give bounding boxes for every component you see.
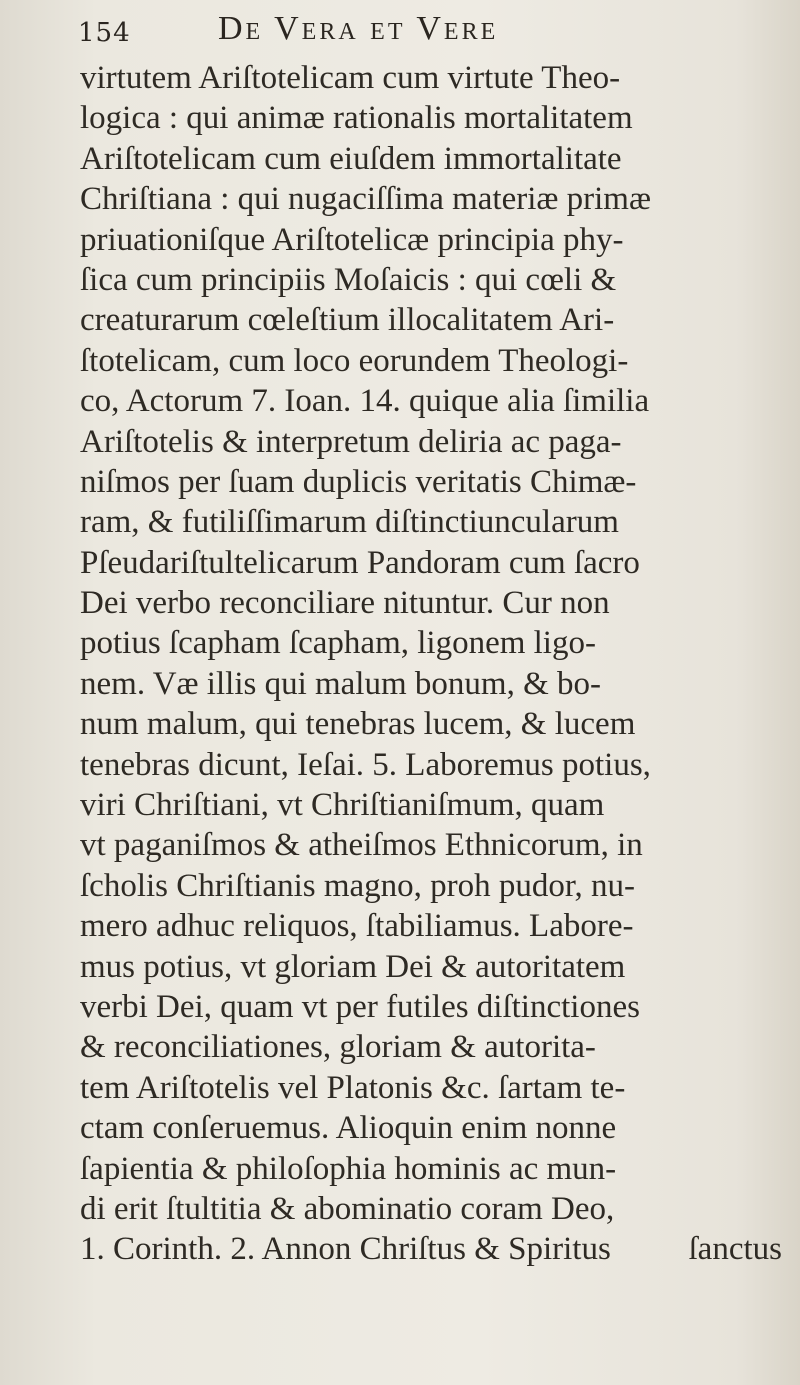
text-line: tem Ariſtotelis vel Platonis &c. ſartam te- [80,1069,626,1106]
text-line: verbi Dei, quam vt per futiles diſtinctiones [80,988,640,1025]
text-line: mero adhuc reliquos, ſtabiliamus. Labore- [80,908,634,945]
text-line: Chriſtiana : qui nugaciſſima materiæ primæ [80,181,651,218]
text-line: virtutem Ariſtotelicam cum virtute Theo- [80,60,621,96]
text-line: ſcholis Chriſtianis magno, proh pudor, nu- [80,867,636,904]
text-line: di erit ſtultitia & abominatio coram Deo, [80,1190,615,1227]
text-line: Pſeudariſtultelicarum Pandoram cum ſacro [80,544,640,581]
text-line: ctam conſeruemus. Alioquin enim nonne [80,1110,617,1147]
text-line: ſica cum principiis Moſaicis : qui cœli & [80,261,617,298]
text-line: creaturarum cœleſtium illocalitatem Ari- [80,302,615,339]
text-line: niſmos per ſuam duplicis veritatis Chimæ- [80,463,637,500]
running-head [78,8,758,58]
catchword: ſanctus [688,1231,782,1267]
text-line: potius ſcapham ſcapham, ligonem ligo- [80,625,596,662]
text-line: tenebras dicunt, Ieſai. 5. Laboremus potius, [80,746,651,783]
text-line: Ariſtotelis & interpretum deliria ac paga- [80,423,622,460]
body-text [80,58,780,1270]
text-line: viri Chriſtiani, vt Chriſtianiſmum, quam [80,787,605,824]
text-line: num malum, qui tenebras lucem, & lucem [80,706,636,743]
text-line: priuationiſque Ariſtotelicæ principia phy- [80,221,624,258]
text-line: Ariſtotelicam cum eiuſdem immortalitate [80,140,622,177]
text-line: & reconciliationes, gloriam & autorita- [80,1029,596,1066]
running-title: De Vera et Vere [218,10,499,47]
text-line: ſapientia & philoſophia hominis ac mun- [80,1150,617,1187]
page-number: 154 [78,18,131,48]
text-line: mus potius, vt gloriam Dei & autoritatem [80,948,626,985]
text-line: vt paganiſmos & atheiſmos Ethnicorum, in [80,827,643,864]
text-line: nem. Væ illis qui malum bonum, & bo- [80,665,601,702]
text-line: 1. Corinth. 2. Annon Chriſtus & Spiritus [80,1231,611,1268]
text-line: Dei verbo reconciliare nituntur. Cur non [80,585,610,622]
text-line: co, Actorum 7. Ioan. 14. quique alia ſimilia [80,383,650,420]
text-line: logica : qui animæ rationalis mortalitatem [80,100,633,137]
text-line: ſtotelicam, cum loco eorundem Theologi- [80,342,629,379]
text-line: ram, & futiliſſimarum diſtinctiuncularum [80,504,619,541]
